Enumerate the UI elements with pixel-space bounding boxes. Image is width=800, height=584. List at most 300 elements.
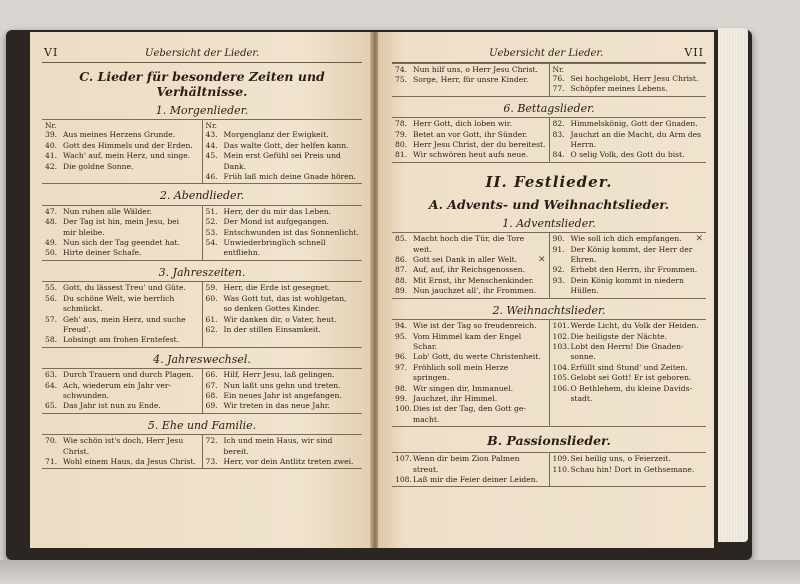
bettag-groups bbox=[392, 101, 706, 163]
song-number: 103. bbox=[552, 341, 570, 351]
song-number: 75. bbox=[395, 75, 408, 85]
song-title: Das Jahr ist nun zu Ende. bbox=[63, 401, 161, 411]
song-title: Vom Himmel kam der Engel Schar. bbox=[413, 331, 522, 351]
song-entry bbox=[45, 228, 199, 238]
song-entry bbox=[395, 130, 546, 140]
song-number: 45. bbox=[205, 151, 218, 161]
song-entry bbox=[206, 228, 360, 238]
song-entry bbox=[553, 84, 704, 94]
song-column-right bbox=[202, 282, 363, 346]
song-group bbox=[42, 281, 362, 347]
song-title: Wach' auf, mein Herz, und singe. bbox=[63, 151, 191, 161]
song-entry bbox=[553, 140, 704, 150]
song-title: Betet an vor Gott, ihr Sünder. bbox=[413, 129, 528, 139]
song-number: 71. bbox=[45, 456, 58, 466]
song-number: 84. bbox=[552, 150, 565, 160]
song-entry bbox=[553, 255, 704, 265]
song-title: schwunden. bbox=[63, 390, 109, 400]
song-number: 57. bbox=[45, 314, 58, 324]
group-title: 2. Weihnachtslieder. bbox=[492, 303, 606, 317]
song-title: O selig Volk, des Gott du bist. bbox=[570, 150, 685, 160]
subsection-passion: B. Passionslieder. bbox=[487, 433, 611, 449]
song-number: 98. bbox=[395, 383, 408, 393]
song-number: 97. bbox=[395, 362, 408, 372]
song-title: Auf, auf, ihr Reichsgenossen. bbox=[413, 265, 525, 275]
song-number: 79. bbox=[395, 129, 408, 139]
song-number: 99. bbox=[395, 393, 408, 403]
song-title: Nun hilf uns, o Herr Jesu Christ. bbox=[413, 65, 538, 74]
song-title: O Bethlehem, du kleine Davids- bbox=[570, 383, 693, 393]
song-number: 56. bbox=[45, 293, 58, 303]
song-title: Erfüllt sind Stund' und Zeiten. bbox=[570, 362, 688, 372]
song-title: Aus meines Herzens Grunde. bbox=[63, 130, 176, 140]
song-entry bbox=[553, 130, 704, 140]
song-entry bbox=[395, 75, 546, 85]
song-entry bbox=[45, 335, 199, 345]
song-number bbox=[45, 447, 63, 457]
song-entry bbox=[395, 286, 546, 296]
song-title: Wir treten in das neue Jahr. bbox=[223, 401, 330, 411]
song-group bbox=[392, 452, 706, 487]
song-title: bereit. bbox=[223, 446, 249, 456]
song-entry bbox=[395, 65, 546, 75]
song-entry bbox=[553, 245, 704, 255]
song-group bbox=[42, 205, 362, 261]
song-number: 109. bbox=[552, 454, 570, 464]
song-entry bbox=[206, 172, 360, 182]
song-entry bbox=[395, 265, 546, 275]
song-entry bbox=[206, 447, 360, 457]
right-running-title: Uebersicht der Lieder. bbox=[489, 48, 604, 59]
song-number: 44. bbox=[205, 140, 218, 150]
song-title: In der stillen Einsamkeit. bbox=[223, 324, 321, 334]
song-column-right bbox=[202, 206, 363, 260]
song-entry bbox=[553, 321, 704, 331]
song-column-left bbox=[42, 206, 202, 260]
song-number bbox=[206, 304, 224, 314]
song-entry bbox=[206, 401, 360, 411]
song-title: Herr Gott, dich loben wir. bbox=[413, 119, 513, 129]
song-column-left bbox=[392, 453, 549, 486]
song-title: Was Gott tut, das ist wohlgetan, bbox=[223, 293, 347, 303]
song-number: 52. bbox=[205, 217, 218, 227]
song-title: Gott, du lässest Treu' und Güte. bbox=[63, 283, 186, 293]
song-entry bbox=[395, 394, 546, 404]
song-title: Ich und mein Haus, wir sind bbox=[223, 436, 333, 446]
song-entry bbox=[45, 391, 199, 401]
song-number: 107. bbox=[395, 454, 412, 464]
group-title: 6. Bettagslieder. bbox=[503, 101, 595, 115]
song-title: Herrn. bbox=[570, 140, 597, 150]
song-title: Himmelskönig, Gott der Gnaden. bbox=[570, 119, 698, 129]
song-number bbox=[395, 245, 413, 255]
song-column-right bbox=[202, 435, 363, 468]
song-entry bbox=[553, 332, 704, 342]
song-title: Freud'. bbox=[63, 324, 91, 334]
song-title: Schau hin! Dort in Gethsemane. bbox=[570, 464, 695, 474]
song-entry bbox=[553, 373, 704, 383]
song-entry bbox=[395, 404, 546, 414]
song-title: Der König kommt, der Herr der bbox=[570, 244, 693, 254]
song-column-left bbox=[42, 435, 202, 468]
song-title: Sorge, Herr, für unsre Kinder. bbox=[413, 75, 529, 85]
song-title: Mein erst Gefühl sei Preis und Dank. bbox=[223, 151, 341, 171]
song-number bbox=[553, 394, 571, 404]
pencil-mark-icon: ✕ bbox=[695, 234, 703, 245]
song-entry bbox=[206, 238, 360, 259]
song-title: Christ. bbox=[63, 446, 90, 456]
advent-christmas-groups bbox=[392, 216, 706, 427]
song-number: 82. bbox=[552, 119, 565, 129]
song-number: 40. bbox=[45, 140, 58, 150]
song-entry bbox=[45, 151, 199, 161]
song-entry bbox=[45, 325, 199, 335]
song-entry bbox=[45, 370, 199, 380]
left-song-groups bbox=[42, 106, 362, 469]
song-number: 88. bbox=[395, 275, 408, 285]
song-number: 90. bbox=[552, 234, 565, 244]
song-title: Macht hoch die Tür, die Tore bbox=[413, 234, 525, 244]
song-entry bbox=[395, 321, 546, 331]
song-number bbox=[45, 228, 63, 238]
pencil-mark-icon: ✕ bbox=[537, 255, 546, 266]
song-number: 55. bbox=[45, 283, 58, 293]
song-number: 105. bbox=[552, 373, 570, 383]
song-entry bbox=[395, 332, 546, 353]
song-column-right bbox=[202, 369, 363, 413]
song-entry bbox=[553, 150, 704, 160]
song-number: 81. bbox=[395, 150, 408, 160]
song-group bbox=[392, 63, 706, 97]
song-title: Wenn dir beim Zion Palmen streut. bbox=[413, 454, 520, 474]
song-number: 46. bbox=[205, 172, 218, 182]
song-entry bbox=[45, 381, 199, 391]
song-title: Hilf, Herr Jesu, laß gelingen. bbox=[223, 370, 335, 380]
group-title: 4. Jahreswechsel. bbox=[153, 352, 251, 366]
song-entry bbox=[553, 465, 704, 475]
song-column-right bbox=[549, 233, 707, 297]
song-column-left bbox=[392, 118, 549, 162]
song-title: Schöpfer meines Lebens. bbox=[570, 84, 668, 94]
part-title-festlieder: II. Festlieder. bbox=[485, 172, 613, 191]
song-number: 48. bbox=[45, 217, 58, 227]
song-title: macht. bbox=[413, 414, 440, 424]
song-number: 59. bbox=[205, 283, 218, 293]
song-title: Wohl einem Haus, da Jesus Christ. bbox=[63, 456, 196, 466]
song-entry bbox=[553, 286, 704, 296]
song-entry bbox=[395, 276, 546, 286]
song-number: 50. bbox=[45, 248, 58, 258]
song-number: 86. bbox=[395, 255, 408, 265]
song-entry bbox=[206, 130, 360, 140]
song-number: 85. bbox=[395, 234, 408, 244]
song-number: 39. bbox=[45, 130, 58, 140]
group-title: 3. Jahreszeiten. bbox=[158, 265, 246, 279]
song-number: 106. bbox=[552, 383, 570, 393]
song-entry bbox=[206, 325, 360, 335]
song-number bbox=[45, 325, 63, 335]
song-number: 93. bbox=[552, 275, 565, 285]
song-entry bbox=[395, 475, 546, 485]
song-number bbox=[206, 447, 224, 457]
song-title: Lobsingt am frohen Erntefest. bbox=[63, 335, 180, 345]
song-group bbox=[42, 434, 362, 469]
song-entry bbox=[553, 352, 704, 362]
song-number bbox=[553, 286, 571, 296]
song-title: Gott des Himmels und der Erden. bbox=[63, 140, 193, 150]
song-number: 70. bbox=[45, 436, 58, 446]
song-number bbox=[395, 415, 413, 425]
group-title: 2. Abendlieder. bbox=[159, 189, 245, 203]
right-folio: VII bbox=[684, 46, 704, 59]
song-title: Nun sich der Tag geendet hat. bbox=[63, 238, 180, 248]
song-group bbox=[392, 117, 706, 163]
song-entry bbox=[45, 283, 199, 293]
song-entry bbox=[395, 415, 546, 425]
song-entry bbox=[553, 265, 704, 275]
song-title: weit. bbox=[413, 244, 432, 254]
song-entry bbox=[395, 245, 546, 255]
song-entry bbox=[45, 238, 199, 248]
song-column-left bbox=[392, 233, 549, 297]
song-entry bbox=[395, 255, 546, 265]
song-number bbox=[45, 391, 63, 401]
song-entry bbox=[395, 454, 546, 475]
song-title: Gelobt sei Gott! Er ist geboren. bbox=[570, 373, 692, 383]
song-entry bbox=[395, 363, 546, 384]
song-entry bbox=[206, 217, 360, 227]
song-number: 62. bbox=[205, 324, 218, 334]
song-title: Herr Jesu Christ, der du bereitest. bbox=[413, 140, 546, 150]
song-number: 61. bbox=[205, 314, 218, 324]
song-number bbox=[553, 140, 571, 150]
song-group bbox=[42, 119, 362, 184]
song-title: Jauchzet, ihr Himmel. bbox=[413, 393, 498, 403]
song-title: Durch Trauern und durch Plagen. bbox=[63, 370, 194, 380]
song-number: 64. bbox=[45, 380, 58, 390]
song-number: 58. bbox=[45, 335, 58, 345]
song-number: 83. bbox=[552, 129, 565, 139]
number-header: Nr. bbox=[552, 65, 565, 74]
song-entry bbox=[553, 119, 704, 129]
passion-groups bbox=[392, 452, 706, 487]
song-title: mir bleibe. bbox=[63, 227, 105, 237]
song-number: 42. bbox=[45, 161, 58, 171]
section-title-c: C. Lieder für besondere Zeiten und Verhältnisse. bbox=[79, 69, 325, 99]
song-entry bbox=[45, 457, 199, 467]
song-entry bbox=[553, 454, 704, 464]
group-title: 5. Ehe und Familie. bbox=[147, 418, 257, 432]
song-entry bbox=[553, 394, 704, 404]
song-entry bbox=[395, 150, 546, 160]
song-title: Hüllen. bbox=[570, 286, 599, 296]
song-title: Unwiederbringlich schnell entfliehn. bbox=[223, 238, 326, 258]
song-group bbox=[42, 368, 362, 414]
song-title: Der Mond ist aufgegangen. bbox=[223, 217, 329, 227]
song-entry bbox=[206, 381, 360, 391]
song-number: 68. bbox=[205, 390, 218, 400]
song-number: 63. bbox=[45, 370, 58, 380]
song-title: Wir singen dir, Immanuel. bbox=[413, 383, 513, 393]
song-number bbox=[553, 255, 571, 265]
song-number: 41. bbox=[45, 151, 58, 161]
song-title: Ach, wiederum ein Jahr ver- bbox=[63, 380, 172, 390]
song-entry bbox=[206, 304, 360, 314]
song-entry bbox=[553, 342, 704, 352]
song-entry bbox=[395, 119, 546, 129]
song-entry bbox=[206, 294, 360, 304]
song-title: Der Tag ist hin, mein Jesu, bei bbox=[63, 217, 180, 227]
song-column-left bbox=[392, 64, 549, 96]
song-column-left bbox=[42, 369, 202, 413]
song-entry bbox=[206, 436, 360, 446]
song-entry bbox=[206, 391, 360, 401]
song-number: 87. bbox=[395, 265, 408, 275]
song-number: 108. bbox=[395, 474, 412, 484]
song-title: Morgenglanz der Ewigkeit. bbox=[223, 130, 329, 140]
song-title: Herr, vor dein Antlitz treten zwei. bbox=[223, 456, 354, 466]
left-running-title: Uebersicht der Lieder. bbox=[145, 48, 260, 59]
song-entry bbox=[206, 315, 360, 325]
song-title: Die heiligste der Nächte. bbox=[570, 331, 667, 341]
song-number: 47. bbox=[45, 206, 58, 216]
left-page bbox=[30, 32, 372, 548]
song-number: 96. bbox=[395, 352, 408, 362]
song-title: Erhebt den Herrn, ihr Frommen. bbox=[570, 265, 698, 275]
song-title: Ehren. bbox=[570, 255, 597, 265]
song-title: Gott sei Dank in aller Welt. bbox=[413, 255, 518, 265]
song-number: 67. bbox=[205, 380, 218, 390]
song-number: 89. bbox=[395, 286, 408, 296]
song-group bbox=[392, 232, 706, 298]
song-title: Wie ist der Tag so freudenreich. bbox=[413, 321, 537, 331]
song-title: Mit Ernst, ihr Menschenkinder. bbox=[413, 275, 534, 285]
song-entry bbox=[206, 207, 360, 217]
song-entry bbox=[395, 140, 546, 150]
song-number: 51. bbox=[205, 206, 218, 216]
song-title: Früh laß mich deine Gnade hören. bbox=[223, 172, 356, 182]
group-title: 1. Morgenlieder. bbox=[155, 104, 249, 117]
song-title: Nun laßt uns gehn und treten. bbox=[223, 380, 341, 390]
song-title: Sei hochgelobt, Herr Jesu Christ. bbox=[570, 74, 699, 83]
song-title: sonne. bbox=[570, 352, 596, 362]
song-entry bbox=[206, 457, 360, 467]
song-number: 100. bbox=[395, 404, 412, 414]
song-title: Geh' aus, mein Herz, und suche bbox=[63, 314, 186, 324]
song-title: Nun jauchzet all', ihr Frommen. bbox=[413, 286, 537, 296]
song-title: Wie soll ich dich empfangen. bbox=[570, 234, 682, 244]
song-entry bbox=[45, 447, 199, 457]
song-title: Dies ist der Tag, den Gott ge- bbox=[413, 404, 526, 414]
song-number: 101. bbox=[552, 321, 570, 331]
song-entry bbox=[45, 248, 199, 258]
song-column-right bbox=[549, 320, 707, 426]
song-title: Wir danken dir, o Vater, heut. bbox=[223, 314, 337, 324]
song-number: 104. bbox=[552, 362, 570, 372]
song-entry bbox=[553, 74, 704, 84]
group-title: 1. Adventslieder. bbox=[502, 216, 596, 230]
song-title: Lobt den Herrn! Die Gnaden- bbox=[570, 341, 684, 351]
song-entry bbox=[45, 162, 199, 172]
song-number: 80. bbox=[395, 140, 408, 150]
song-number: 78. bbox=[395, 119, 408, 129]
song-entry bbox=[395, 352, 546, 362]
song-number: 95. bbox=[395, 331, 408, 341]
song-entry bbox=[45, 401, 199, 411]
song-title: Herr, die Erde ist gesegnet. bbox=[223, 283, 331, 293]
song-number: 73. bbox=[205, 456, 218, 466]
song-title: Hirte deiner Schafe. bbox=[63, 248, 142, 258]
song-title: Laß mir die Feier deiner Leiden. bbox=[413, 474, 539, 484]
right-page bbox=[378, 32, 714, 548]
song-title: Entschwunden ist das Sonnenlicht. bbox=[223, 227, 359, 237]
song-title: Dein König kommt in niedern bbox=[570, 275, 684, 285]
song-entry bbox=[206, 141, 360, 151]
song-entry bbox=[45, 217, 199, 227]
song-entry bbox=[45, 141, 199, 151]
song-title: Werde Licht, du Volk der Heiden. bbox=[570, 321, 699, 331]
song-number: 43. bbox=[205, 130, 218, 140]
song-title: Sei heilig uns, o Feierzeit. bbox=[570, 454, 671, 464]
left-folio: VI bbox=[44, 46, 59, 59]
song-title: Lob' Gott, du werte Christenheit. bbox=[413, 352, 541, 362]
song-number: 72. bbox=[205, 436, 218, 446]
song-entry bbox=[395, 384, 546, 394]
subsection-advent-weihnacht: A. Advents- und Weihnachtslieder. bbox=[428, 196, 670, 212]
song-entry bbox=[553, 363, 704, 373]
song-entry bbox=[45, 294, 199, 315]
song-number: 91. bbox=[552, 244, 565, 254]
right-top-group bbox=[392, 63, 706, 97]
song-number: 54. bbox=[205, 238, 218, 248]
song-number: 66. bbox=[205, 370, 218, 380]
song-number: 49. bbox=[45, 238, 58, 248]
song-group bbox=[392, 319, 706, 427]
song-number: 53. bbox=[205, 227, 218, 237]
song-title: Jauchzt an die Macht, du Arm des bbox=[570, 129, 702, 139]
song-title: Ein neues Jahr ist angefangen. bbox=[223, 390, 342, 400]
song-column-right bbox=[549, 64, 707, 96]
song-column-left bbox=[42, 282, 202, 346]
song-entry bbox=[206, 283, 360, 293]
song-number: 94. bbox=[395, 321, 408, 331]
number-header: Nr. bbox=[45, 121, 57, 131]
song-column-right bbox=[202, 120, 363, 183]
number-header: Nr. bbox=[205, 121, 218, 131]
right-running-head bbox=[392, 36, 706, 63]
table-shadow bbox=[0, 560, 800, 584]
song-number: 110. bbox=[552, 464, 570, 474]
song-entry bbox=[45, 436, 199, 446]
song-title: Fröhlich soll mein Herze springen. bbox=[413, 362, 509, 383]
song-entry bbox=[553, 234, 704, 244]
song-entry bbox=[45, 207, 199, 217]
song-column-right bbox=[549, 118, 707, 162]
song-entry bbox=[553, 384, 704, 394]
song-entry bbox=[206, 370, 360, 380]
song-number: 65. bbox=[45, 401, 58, 411]
song-title: Wir schwören heut aufs neue. bbox=[413, 150, 529, 160]
song-number: 77. bbox=[552, 84, 565, 94]
song-number bbox=[553, 352, 571, 362]
song-number: 69. bbox=[205, 401, 218, 411]
song-number: 60. bbox=[205, 293, 218, 303]
song-title: Herr, der du mir das Leben. bbox=[223, 206, 332, 216]
song-entry bbox=[45, 315, 199, 325]
song-number: 76. bbox=[552, 74, 565, 83]
left-running-head bbox=[42, 36, 362, 63]
song-title: Wie schön ist's doch, Herr Jesu bbox=[63, 436, 184, 446]
